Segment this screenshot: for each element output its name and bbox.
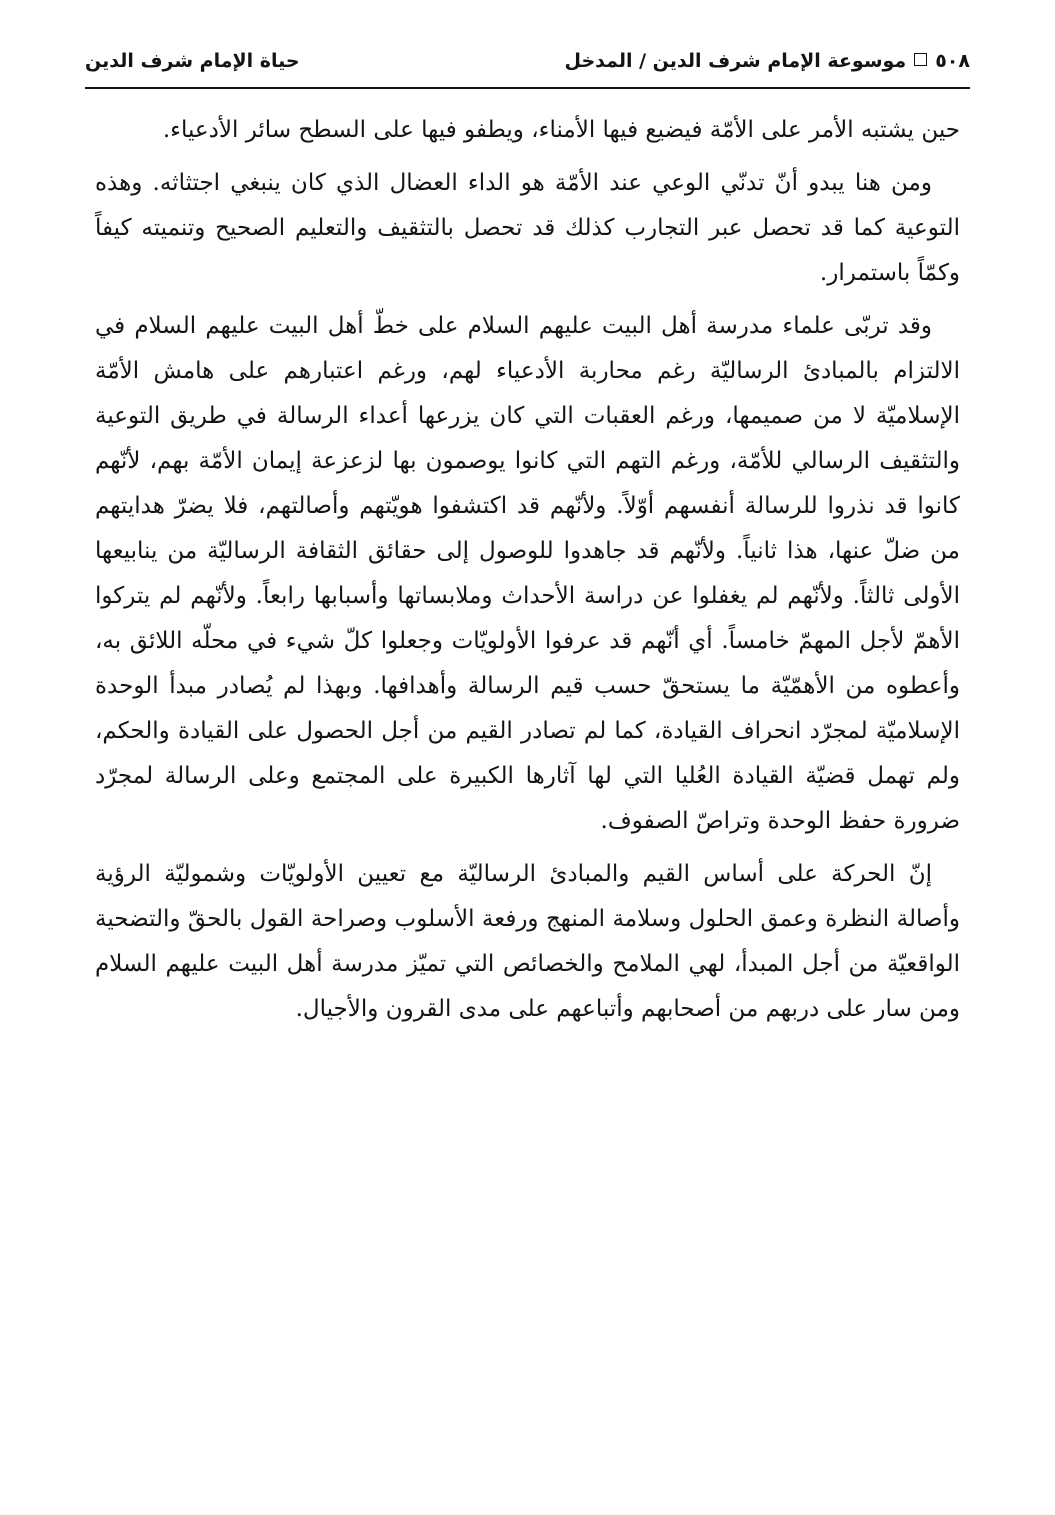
encyclopedia-title: موسوعة الإمام شرف الدين / المدخل <box>564 50 907 72</box>
header-divider <box>85 87 970 89</box>
paragraph: حين يشتبه الأمر على الأمّة فيضيع فيها الأمناء، ويطفو فيها على السطح سائر الأدعياء. <box>162 117 960 143</box>
square-separator-icon <box>914 53 927 66</box>
running-header <box>85 44 970 84</box>
paragraph: ومن هنا يبدو أنّ تدنّي الوعي عند الأمّة هو الداء العضال الذي كان ينبغي اجتثاثه. وهذه التوعية كما قد تحصل عبر التجارب كذلك قد تحصل بالتثقيف والتعليم الصحيح وتنميته كيفاً وكمّاً باستمرار. <box>95 170 960 286</box>
body-text <box>95 108 960 1040</box>
paragraph: إنّ الحركة على أساس القيم والمبادئ الرساليّة مع تعيين الأولويّات وشموليّة الرؤية وأصالة النظرة وعمق الحلول وسلامة المنهج ورفعة الأسلوب وصراحة القول بالحقّ والتضحية الواقعيّة من أجل المبدأ، لهي الملامح والخصائص التي تميّز مدرسة أهل البيت عليهم السلام ومن سار على دربهم من أصحابهم وأتباعهم على مدى القرون والأجيال. <box>95 861 960 1022</box>
page-number: ٥٠٨ <box>935 50 970 72</box>
header-right-group <box>564 50 970 72</box>
paragraph: وقد تربّى علماء مدرسة أهل البيت عليهم السلام على خطّ أهل البيت عليهم السلام في الالتزام بالمبادئ الرساليّة رغم محاربة الأدعياء لهم، ورغم اعتبارهم على هامش الأمّة الإسلاميّة لا من صميمها، ورغم العقبات التي كان يزرعها أعداء الرسالة في طريق التوعية والتثقيف الرسالي للأمّة، ورغم التهم التي كانوا يوصمون بها لزعزعة إيمان الأمّة بهم، لأنّهم كانوا قد نذروا للرسالة أنفسهم أوّلاً. ولأنّهم قد اكتشفوا هويّتهم وأصالتهم، فلا يضرّ هدايتهم من ضلّ عنها، هذا ثانياً. ولأنّهم قد جاهدوا للوصول إلى حقائق الثقافة الرساليّة من ينابيعها الأولى ثالثاً. ولأنّهم لم يغفلوا عن دراسة الأحداث وملابساتها وأسبابها رابعاً. ولأنّهم لم يتركوا الأهمّ لأجل المهمّ خامساً. أي أنّهم قد عرفوا الأولويّات وجعلوا كلّ شيء في محلّه اللائق به، وأعطوه من الأهمّيّة ما يستحقّ حسب قيم الرسالة وأهدافها. وبهذا لم يُصادر مبدأ الوحدة الإسلاميّة لمجرّد انحراف القيادة، كما لم تصادر القيم من أجل الحصول على القيادة والحكم، ولم تهمل قضيّة القيادة العُليا التي لها آثارها الكبيرة على المجتمع وعلى الرسالة لمجرّد ضرورة حفظ الوحدة وتراصّ الصفوف. <box>95 313 960 834</box>
chapter-title: حياة الإمام شرف الدين <box>85 50 300 72</box>
